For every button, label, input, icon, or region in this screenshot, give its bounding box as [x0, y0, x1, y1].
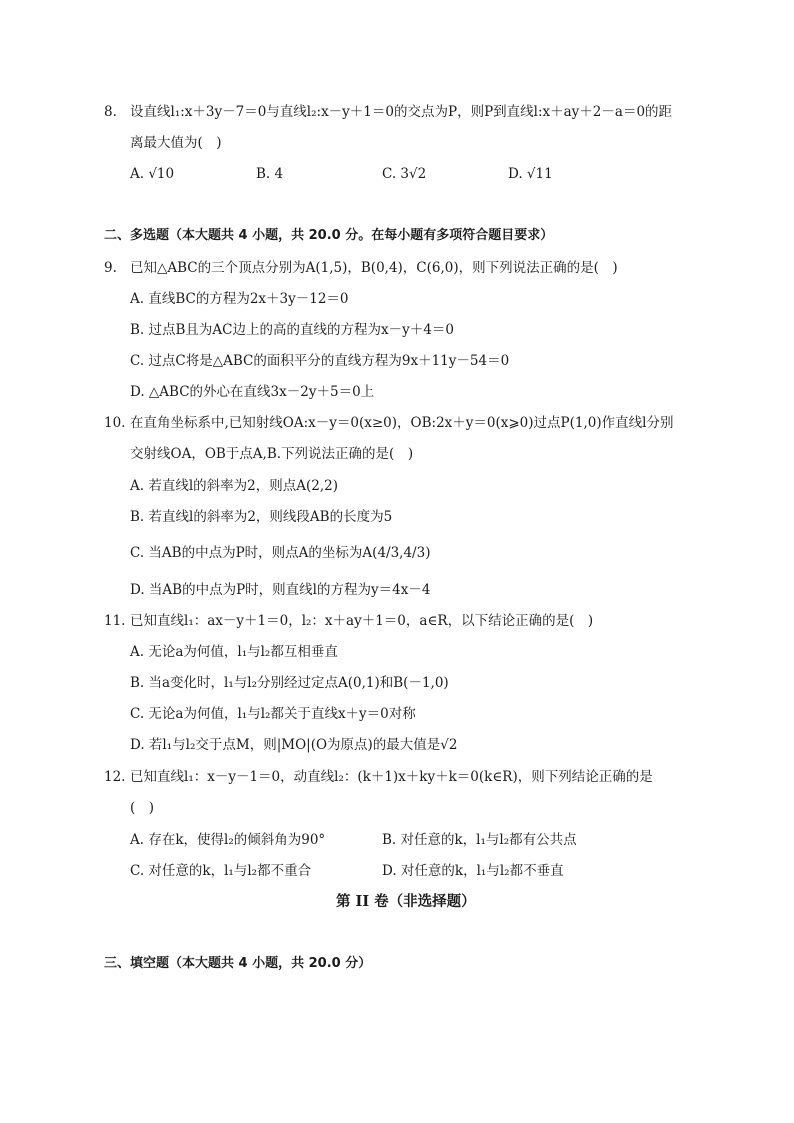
question-number: 8.: [104, 104, 117, 120]
option-b: B. 对任意的k，l₁与l₂都有公共点: [382, 832, 577, 848]
question-stem-line1: 在直角坐标系中,已知射线OA:x－y＝0(x≥0)，OB:2x＋y＝0(x⩾0)过点P(1,0)作直线l分别: [130, 415, 674, 431]
option-c: C. 3√2: [382, 166, 427, 182]
part-heading: 第 II 卷（非选择题）: [336, 893, 476, 910]
option-a: A. √10: [130, 166, 175, 182]
question-stem-line1: 设直线l₁:x＋3y－7＝0与直线l₂:x－y＋1＝0的交点为P，则P到直线l:x＋ay＋2－a＝0的距: [130, 104, 673, 120]
section-heading-fill-blank: 三、填空题（本大题共 4 小题，共 20.0 分）: [104, 956, 372, 971]
question-number: 10.: [104, 415, 126, 431]
question-stem: 已知△ABC的三个顶点分别为A(1,5)，B(0,4)，C(6,0)，则下列说法正确的是( ): [130, 260, 618, 276]
question-number: 11.: [104, 613, 126, 629]
option-a: A. 直线BC的方程为2x＋3y－12＝0: [130, 291, 349, 307]
option-b: B. 当a变化时，l₁与l₂分别经过定点A(0,1)和B(－1,0): [130, 675, 449, 691]
question-number: 12.: [104, 769, 126, 785]
question-stem-line2: 交射线OA，OB于点A,B.下列说法正确的是( ): [130, 446, 414, 462]
option-d: D. 当AB的中点为P时，则直线l的方程为y＝4x－4: [130, 582, 431, 598]
question-stem-line2: ( ): [130, 800, 155, 816]
section-heading-multi-choice: 二、多选题（本大题共 4 小题，共 20.0 分。在每小题有多项符合题目要求）: [104, 228, 554, 243]
option-b: B. 过点B且为AC边上的高的直线的方程为x－y＋4＝0: [130, 322, 454, 338]
option-d: D. △ABC的外心在直线3x－2y＋5＝0上: [130, 384, 375, 400]
question-stem-line1: 已知直线l₁：x－y－1＝0，动直线l₂：(k＋1)x＋ky＋k＝0(k∈R)，则下列结论正确的是: [130, 769, 653, 785]
option-d: D. √11: [508, 166, 553, 182]
option-b: B. 4: [256, 166, 284, 182]
option-c: C. 对任意的k，l₁与l₂都不重合: [130, 863, 312, 879]
option-c: C. 过点C将是△ABC的面积平分的直线方程为9x＋11y－54＝0: [130, 353, 510, 369]
question-stem-line2: 离最大值为( ): [130, 135, 222, 151]
option-a: A. 无论a为何值，l₁与l₂都互相垂直: [130, 644, 338, 660]
option-d: D. 对任意的k，l₁与l₂都不垂直: [382, 863, 564, 879]
option-a: A. 若直线l的斜率为2，则点A(2,2): [130, 478, 338, 494]
option-c: C. 当AB的中点为P时，则点A的坐标为A(4/3,4/3): [130, 545, 431, 561]
option-c: C. 无论a为何值，l₁与l₂都关于直线x＋y＝0对称: [130, 706, 416, 722]
option-d: D. 若l₁与l₂交于点M，则|MO|(O为原点)的最大值是√2: [130, 737, 458, 753]
option-a: A. 存在k，使得l₂的倾斜角为90°: [130, 832, 326, 848]
option-b: B. 若直线l的斜率为2，则线段AB的长度为5: [130, 509, 393, 525]
question-stem: 已知直线l₁：ax－y＋1＝0，l₂：x＋ay＋1＝0，a∈R，以下结论正确的是( ): [130, 613, 594, 629]
question-number: 9.: [104, 260, 117, 276]
